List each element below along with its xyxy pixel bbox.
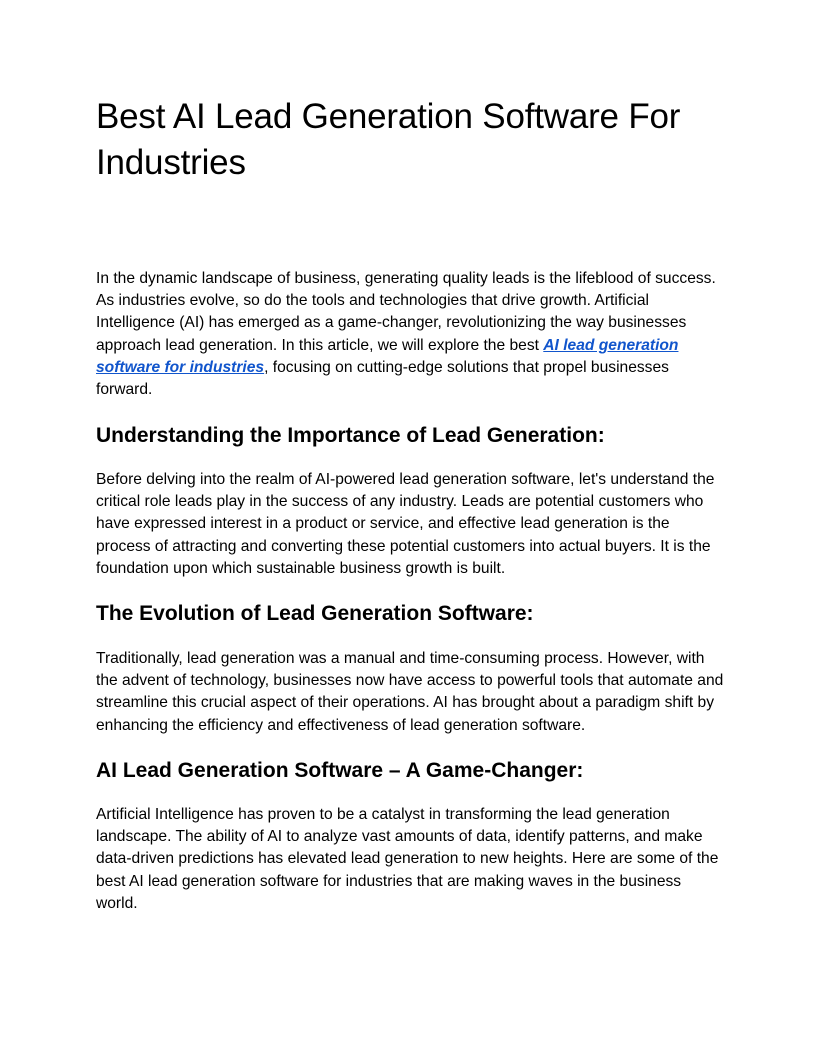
- ai-lead-generation-link[interactable]: AI lead generation software for industries: [96, 336, 679, 376]
- section-body-importance: Before delving into the realm of AI-powered lead generation software, let's understand the critical role leads play in the success of any industry. Leads are potential customers who have expressed interest in a product or service, and effective lead generation is the process of attracting and converting these potential customers into actual buyers. It is the foundation upon which sustainable business growth is built.: [96, 471, 715, 577]
- intro-paragraph: [96, 268, 724, 401]
- section-heading-importance: Understanding the Importance of Lead Generation:: [96, 424, 605, 447]
- intro-text-before-link: In the dynamic landscape of business, generating quality leads is the lifeblood of success. As industries evolve, so do the tools and technologies that drive growth. Artificial Intelligence (AI) has emerged as a game-changer, revolutionizing the way businesses approach lead generation. In this article, we will explore the best: [96, 270, 716, 354]
- section-body-game-changer: Artificial Intelligence has proven to be a catalyst in transforming the lead generation landscape. The ability of AI to analyze vast amounts of data, identify patterns, and make data-driven predictions has elevated lead generation to new heights. Here are some of the best AI lead generation software for industries that are making waves in the business world.: [96, 806, 719, 912]
- section-heading-evolution: The Evolution of Lead Generation Software:: [96, 602, 534, 625]
- page-title: Best AI Lead Generation Software For Industries: [96, 97, 681, 182]
- section-heading-game-changer: AI Lead Generation Software – A Game-Changer:: [96, 759, 584, 782]
- intro-text-after-link: , focusing on cutting-edge solutions that propel businesses forward.: [96, 358, 669, 399]
- section-body-evolution: Traditionally, lead generation was a manual and time-consuming process. However, with the advent of technology, businesses now have access to powerful tools that automate and streamline this crucial aspect of their operations. AI has brought about a paradigm shift by enhancing the efficiency and effectiveness of lead generation software.: [96, 650, 724, 734]
